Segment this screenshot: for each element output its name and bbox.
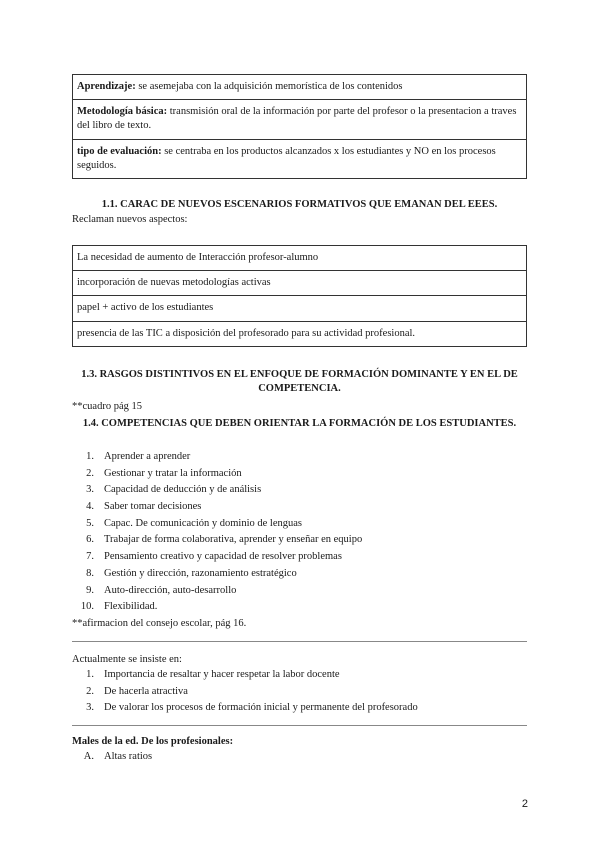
table-row [73, 246, 527, 271]
term-label: tipo de evaluación: [77, 145, 162, 157]
term-label: Metodología básica: [77, 106, 168, 118]
section-heading: 1.1. CARAC DE NUEVOS ESCENARIOS FORMATIVOS QUE EMANAN DEL EEES. [101, 199, 498, 210]
list-item: 2. Gestionar y tratar la información [86, 467, 242, 479]
table-row [73, 139, 527, 178]
list-item: 10. Flexibilidad. [80, 601, 158, 613]
list-item: A. Altas ratios [83, 751, 153, 762]
list-item: 3. De valorar los procesos de formación inicial y permanente del profesorado [86, 702, 418, 714]
table-cell [73, 139, 527, 178]
list-item: 5. Capac. De comunicación y dominio de lenguas [86, 517, 302, 529]
term-text: transmisión oral de la información por parte del profesor o la presentacion a traves del libro de texto. [77, 106, 517, 132]
section-intro: Reclaman nuevos aspectos: [72, 214, 188, 225]
heading-line: COMPETENCIA. [258, 383, 341, 395]
list-item: 1. Importancia de resaltar y hacer respetar la labor docente [86, 669, 340, 680]
males-list [72, 750, 527, 767]
aspects-table [72, 245, 527, 347]
term-text: se centraba en los productos alcanzados x los estudiantes y NO en los procesos seguidos. [77, 145, 496, 171]
table-row [73, 321, 527, 346]
section-note: **cuadro pág 15 [72, 401, 142, 412]
table-cell [73, 75, 527, 100]
table-row [73, 75, 527, 100]
list-item: 8. Gestión y dirección, razonamiento estratégico [86, 567, 297, 579]
term-text: se asemejaba con la adquisición memorística de los contenidos [135, 81, 403, 92]
section-heading [72, 368, 527, 396]
list-item: 3. Capacidad de deducción y de análisis [86, 484, 262, 496]
divider [72, 725, 527, 726]
table-cell: papel + activo de los estudiantes [73, 296, 527, 321]
divider [72, 641, 527, 642]
list-item: 1. Aprender a aprender [86, 451, 191, 462]
page-number: 2 [521, 798, 528, 810]
list-item: 9. Auto-dirección, auto-desarrollo [86, 584, 237, 596]
table-cell [73, 100, 527, 139]
list-item: 7. Pensamiento creativo y capacidad de resolver problemas [86, 551, 342, 563]
paragraph-intro: Actualmente se insiste en: [72, 654, 182, 665]
section-heading: 1.4. COMPETENCIAS QUE DEBEN ORIENTAR LA FORMACIÓN DE LOS ESTUDIANTES. [82, 418, 517, 429]
actualmente-list [72, 668, 527, 718]
table-cell: presencia de las TIC a disposición del profesorado para su actividad profesional. [73, 321, 527, 346]
term-label: Aprendizaje: [77, 81, 136, 92]
competencies-list [72, 450, 527, 617]
table-row [73, 296, 527, 321]
table-cell: incorporación de nuevas metodologías activas [73, 271, 527, 296]
heading-line: 1.3. RASGOS DISTINTIVOS EN EL ENFOQUE DE FORMACIÓN DOMINANTE Y EN EL DE [81, 369, 518, 380]
list-item: 4. Saber tomar decisiones [86, 501, 202, 513]
section-note: **afirmacion del consejo escolar, pág 16. [72, 618, 247, 629]
table-row [73, 100, 527, 139]
table-cell: La necesidad de aumento de Interacción profesor-alumno [73, 246, 527, 271]
definitions-table [72, 74, 527, 179]
list-item: 6. Trabajar de forma colaborativa, aprender y enseñar en equipo [86, 534, 363, 546]
section-heading: Males de la ed. De los profesionales: [72, 736, 234, 747]
table-row [73, 271, 527, 296]
list-item: 2. De hacerla atractiva [86, 685, 188, 697]
